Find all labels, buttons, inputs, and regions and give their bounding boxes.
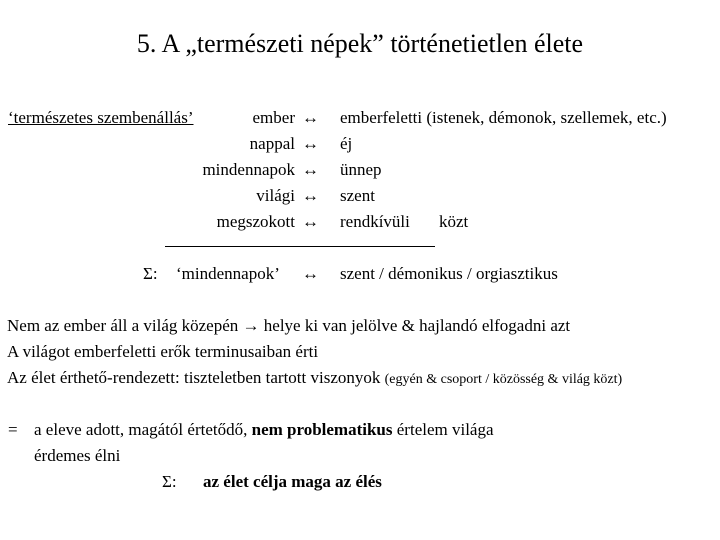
pair-right: szent [340,186,375,205]
bidirectional-arrow-icon: ↔ [302,212,319,231]
statement-2: A világot emberfeletti erők terminusaiban érti [7,342,319,361]
conclusion-sum-symbol: Σ: [162,472,177,491]
pair-left: mindennapok [202,160,295,179]
pair-right: rendkívüli [340,212,410,231]
statement-3-note: (egyén & csoport / közösség & világ közt) [384,372,623,387]
page-title: 5. A „természeti népek” történetietlen élete [136,29,584,58]
bidirectional-arrow-icon: ↔ [302,264,319,283]
pair-right: emberfeletti (istenek, démonok, szellemek, etc.) [340,108,667,127]
equals-sign: = [8,420,18,439]
conclusion-bold: nem problematikus [251,420,393,439]
conclusion-part-1: a eleve adott, magától értetődő, [34,420,248,439]
sum-right: szent / démonikus / orgiasztikus [340,264,558,283]
pair-right: ünnep [340,160,382,179]
divider-line [165,246,435,247]
sum-symbol: Σ: [143,264,158,283]
conclusion-line-2: érdemes élni [34,446,121,465]
conclusion-line-1 [34,420,494,440]
statement-3-main: Az élet érthető-rendezett: tiszteletben tartott viszonyok [7,368,381,387]
pair-left: nappal [249,134,295,153]
pair-right: éj [340,134,353,153]
bidirectional-arrow-icon: ↔ [302,186,319,205]
pair-left: megszokott [216,212,295,231]
conclusion-sum-text: az élet célja maga az élés [203,472,382,491]
conclusion-part-2: értelem világa [396,420,494,439]
bidirectional-arrow-icon: ↔ [302,108,319,127]
between-word: közt [439,212,469,231]
pair-left: ember [252,108,295,127]
sum-left: ‘mindennapok’ [176,264,280,283]
opposition-label: ‘természetes szembenállás’ [8,108,194,127]
statement-1: Nem az ember áll a világ közepén → helye ki van jelölve & hajlandó elfogadni azt [7,316,571,335]
statement-3 [7,368,622,390]
pair-left: világi [256,186,295,205]
bidirectional-arrow-icon: ↔ [302,160,319,179]
bidirectional-arrow-icon: ↔ [302,134,319,153]
